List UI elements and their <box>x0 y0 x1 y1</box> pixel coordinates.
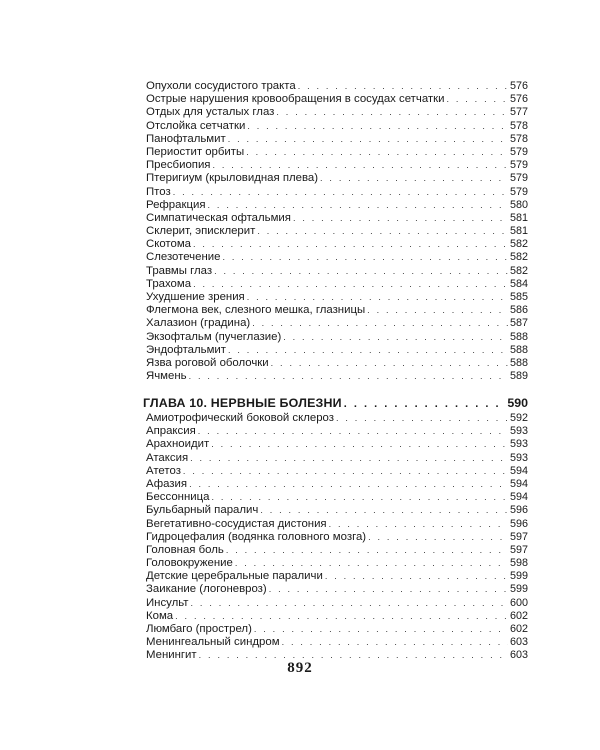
toc-entry <box>146 425 528 438</box>
toc-entry-title: Экзофтальм (пучеглазие) <box>146 330 282 343</box>
toc-entry-title: Арахноидит <box>146 438 210 451</box>
dot-leader <box>198 425 508 438</box>
toc-entry-page: 602 <box>509 609 528 622</box>
toc-entry-page: 579 <box>509 185 528 198</box>
toc-entry-title: Птеригиум (крыловидная плева) <box>146 172 319 185</box>
toc-entry-page: 592 <box>509 412 528 424</box>
dot-leader <box>189 370 508 383</box>
toc-entry-title: Заикание (логоневроз) <box>146 583 267 596</box>
chapter-heading <box>143 395 528 411</box>
toc-entry-page: 576 <box>509 80 528 92</box>
dot-leader <box>193 238 508 251</box>
dot-leader <box>257 225 508 238</box>
toc-entry-page: 599 <box>509 583 528 596</box>
toc-entry-title: Атетоз <box>146 464 181 477</box>
toc-entry-page: 588 <box>509 343 528 356</box>
toc-entry-title: Пресбиопия <box>146 159 211 172</box>
toc-entry-title: Вегетативно-сосудистая дистония <box>146 517 327 530</box>
toc-entry-title: Детские церебральные параличи <box>146 570 323 583</box>
toc-entry-page: 599 <box>509 570 528 583</box>
toc-entry-page: 584 <box>509 277 528 290</box>
toc-entry <box>146 597 528 610</box>
toc-entry <box>146 199 528 212</box>
toc-entry <box>146 238 528 251</box>
toc-entry-title: Рефракция <box>146 198 206 211</box>
toc-entry <box>146 636 528 649</box>
toc-entry <box>146 291 528 304</box>
toc-entry-title: Периостит орбиты <box>146 145 245 158</box>
toc-entry <box>146 623 528 636</box>
dot-leader <box>367 304 508 317</box>
toc-entry-page: 582 <box>509 251 528 264</box>
dot-leader <box>298 80 508 93</box>
toc-entry-page: 577 <box>509 106 528 119</box>
toc-entry-title: Апраксия <box>146 425 196 438</box>
toc-entry <box>146 212 528 225</box>
toc-entry <box>146 412 528 425</box>
toc-entry <box>146 265 528 278</box>
toc-entry-page: 603 <box>509 649 528 662</box>
page-number: 892 <box>287 660 313 676</box>
toc-entry-page: 589 <box>509 370 528 383</box>
toc-entry-page: 593 <box>509 451 528 464</box>
toc-entry <box>146 172 528 185</box>
toc-entry-page: 594 <box>509 491 528 504</box>
dot-leader <box>260 504 508 517</box>
dot-leader <box>193 278 508 291</box>
dot-leader <box>214 265 508 278</box>
dot-leader <box>222 251 508 264</box>
toc-entry-title: Менингеальный синдром <box>146 636 280 649</box>
toc-entry-page: 598 <box>509 557 528 570</box>
toc-entry-title: Склерит, эписклерит <box>146 225 256 238</box>
dot-leader <box>247 120 508 133</box>
toc-entry-title: Кома <box>146 609 174 622</box>
dot-leader <box>254 623 508 636</box>
toc-entry <box>146 438 528 451</box>
toc-entry <box>146 93 528 106</box>
toc-entry <box>146 106 528 119</box>
toc-entry-title: Опухоли сосудистого тракта <box>146 80 296 92</box>
toc-entry <box>146 357 528 370</box>
toc-entry-title: Отслойка сетчатки <box>146 119 246 132</box>
toc-entry-page: 597 <box>509 543 528 556</box>
toc-entry-title: Панофтальмит <box>146 132 226 145</box>
toc-entry-page: 594 <box>509 464 528 477</box>
toc-entry-title: Афазия <box>146 477 188 490</box>
toc-entry-title: Халазион (градина) <box>146 317 251 330</box>
toc-entry-page: 582 <box>509 238 528 251</box>
toc-entry-title: Слезотечение <box>146 251 221 264</box>
dot-leader <box>368 531 508 544</box>
toc-entry-page: 576 <box>509 93 528 106</box>
toc-entry <box>146 570 528 583</box>
toc-entry-title: Язва роговой оболочки <box>146 356 269 369</box>
toc-entry <box>146 370 528 383</box>
toc-entry-title: Менингит <box>146 649 197 662</box>
toc-entry-title: Бессонница <box>146 491 210 504</box>
toc-entry-page: 579 <box>509 159 528 172</box>
dot-leader <box>183 465 508 478</box>
dot-leader <box>271 357 508 370</box>
toc-entry <box>146 186 528 199</box>
toc-entry-title: Травмы глаз <box>146 264 213 277</box>
dot-leader <box>320 172 508 185</box>
toc-entry-page: 596 <box>509 517 528 530</box>
toc-entry-title: Острые нарушения кровообращения в сосудах сетчатки <box>146 93 445 106</box>
toc-entry-page: 579 <box>509 145 528 158</box>
toc-entry <box>146 610 528 623</box>
dot-leader <box>228 344 508 357</box>
dot-leader <box>325 570 508 583</box>
toc-entry-page: 596 <box>509 504 528 517</box>
dot-leader <box>446 93 508 106</box>
toc-entry-title: Амиотрофический боковой склероз <box>146 412 334 424</box>
toc-entry-page: 585 <box>509 291 528 303</box>
toc-entry-page: 581 <box>509 211 528 224</box>
dot-leader <box>189 478 508 491</box>
toc-entry <box>146 317 528 330</box>
toc-entry-page: 593 <box>509 438 528 451</box>
dot-leader <box>247 291 508 304</box>
toc-entry-title: Люмбаго (прострел) <box>146 623 252 635</box>
toc-entry-title: Гидроцефалия (водянка головного мозга) <box>146 530 367 543</box>
toc-entry <box>146 478 528 491</box>
toc-entry-title: Птоз <box>146 185 171 198</box>
toc-entry-title: Ячмень <box>146 370 187 383</box>
toc-entry <box>146 557 528 570</box>
toc-entry <box>146 583 528 596</box>
dot-leader <box>211 491 508 504</box>
toc-entry-page: 600 <box>509 596 528 609</box>
dot-leader <box>269 583 508 596</box>
toc-entry-title: Отдых для усталых глаз <box>146 106 275 119</box>
toc-entry-title: Симпатическая офтальмия <box>146 211 291 224</box>
toc-entry-page: 587 <box>509 317 528 330</box>
toc-entry-title: Трахома <box>146 277 192 290</box>
toc-entry-page: 603 <box>509 636 528 649</box>
dot-leader <box>293 212 508 225</box>
toc-entry-page: 586 <box>509 304 528 317</box>
toc-entry <box>146 80 528 93</box>
toc-entry <box>146 331 528 344</box>
dot-leader <box>276 106 508 119</box>
dot-leader <box>173 186 508 199</box>
toc-entry-page: 582 <box>509 264 528 277</box>
toc-entry <box>146 344 528 357</box>
toc-entry-page: 579 <box>509 172 528 185</box>
toc-entry <box>146 304 528 317</box>
toc-entry <box>146 133 528 146</box>
dot-leader <box>329 518 508 531</box>
toc-entry <box>146 531 528 544</box>
dot-leader <box>252 317 508 330</box>
dot-leader <box>336 412 508 425</box>
toc-entry-title: Головная боль <box>146 543 224 556</box>
toc-entry <box>146 278 528 291</box>
dot-leader <box>228 133 508 146</box>
dot-leader <box>282 636 508 649</box>
toc-entry-page: 581 <box>509 225 528 238</box>
toc-entry-page: 580 <box>509 198 528 211</box>
toc-entry <box>146 491 528 504</box>
toc-entry-page: 578 <box>509 119 528 132</box>
toc-entry-title: Инсульт <box>146 596 189 609</box>
toc-entry-page: 588 <box>509 356 528 369</box>
dot-leader <box>190 452 508 465</box>
toc-entry-title: Скотома <box>146 238 192 251</box>
toc-entry <box>146 465 528 478</box>
toc-entry <box>146 225 528 238</box>
toc-entry <box>146 452 528 465</box>
toc-entry <box>146 518 528 531</box>
chapter-page: 590 <box>507 396 528 410</box>
toc-entry <box>146 251 528 264</box>
toc-entry <box>146 146 528 159</box>
toc-entry-title: Головокружение <box>146 557 233 570</box>
toc-entry-page: 594 <box>509 477 528 490</box>
toc-entry-page: 602 <box>509 623 528 635</box>
toc-entry-page: 593 <box>509 425 528 438</box>
toc-entry-title: Атаксия <box>146 451 189 464</box>
chapter-title: ГЛАВА 10. НЕРВНЫЕ БОЛЕЗНИ <box>143 396 342 410</box>
toc-entry-title: Ухудшение зрения <box>146 291 245 303</box>
toc-entry-page: 588 <box>509 330 528 343</box>
toc-entry-page: 578 <box>509 132 528 145</box>
dot-leader <box>283 331 508 344</box>
dot-leader <box>175 610 508 623</box>
dot-leader <box>226 544 508 557</box>
dot-leader <box>235 557 508 570</box>
toc-entry-title: Флегмона век, слезного мешка, глазницы <box>146 304 366 317</box>
toc-entry <box>146 504 528 517</box>
toc-section-eye-diseases <box>146 80 528 383</box>
toc-entry-title: Эндофтальмит <box>146 343 226 356</box>
dot-leader <box>344 396 506 412</box>
dot-leader <box>212 159 508 172</box>
dot-leader <box>208 199 508 212</box>
dot-leader <box>211 438 508 451</box>
toc-entry <box>146 159 528 172</box>
toc-entry <box>146 544 528 557</box>
toc-entry <box>146 120 528 133</box>
dot-leader <box>246 146 508 159</box>
toc-section-nervous-diseases <box>143 395 528 663</box>
dot-leader <box>191 597 508 610</box>
toc-entry-page: 597 <box>509 530 528 543</box>
toc-entry-title: Бульбарный паралич <box>146 504 259 517</box>
